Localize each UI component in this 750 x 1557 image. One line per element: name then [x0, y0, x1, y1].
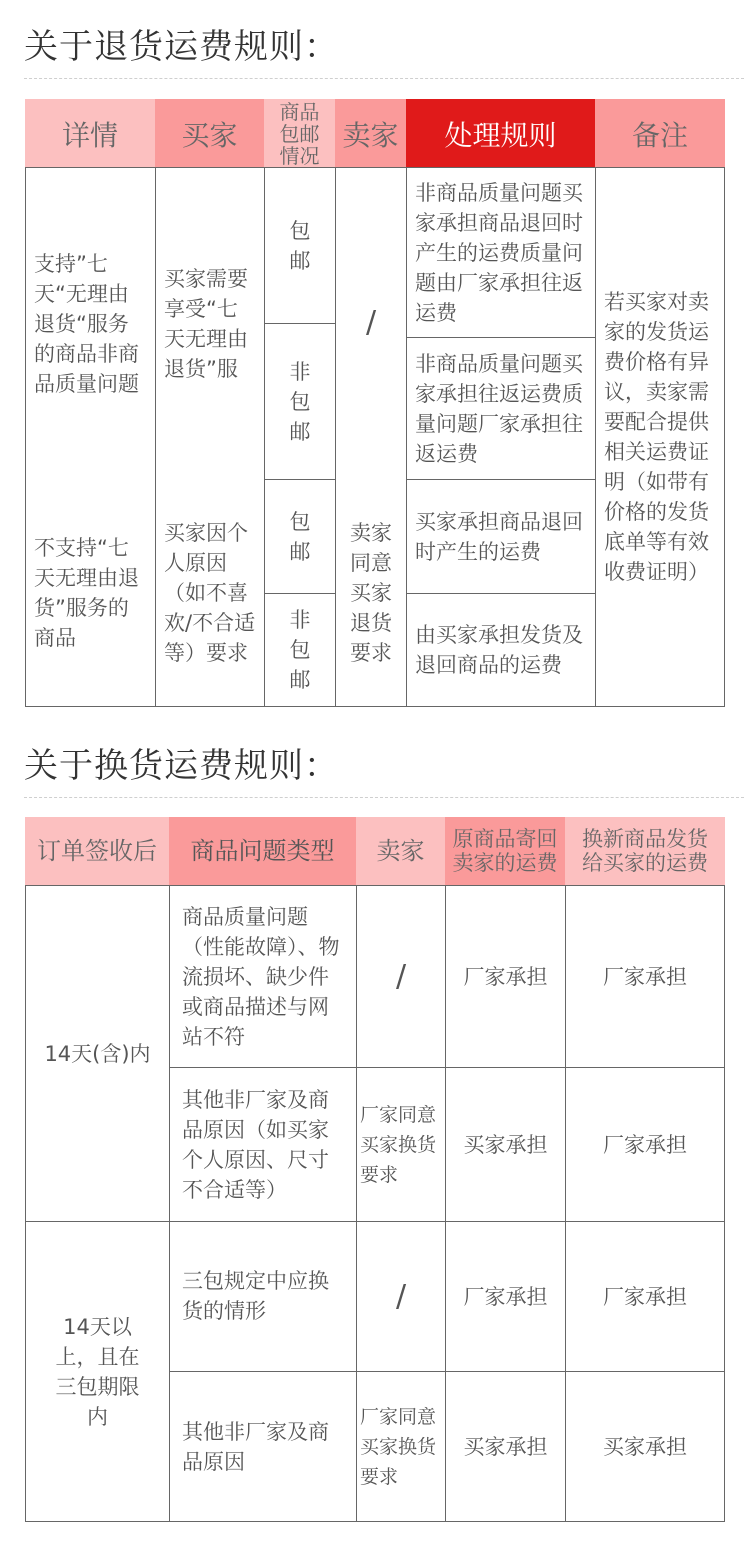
cell-text: 非包邮: [289, 608, 311, 692]
cell-rule-4: [406, 593, 596, 707]
header-return-fee: [445, 817, 565, 885]
cell-text: 包邮: [289, 218, 311, 273]
cell-issue-type-3: [169, 1221, 357, 1372]
cell-return-fee-4: [445, 1371, 566, 1522]
cell-text: 买家因个人原因（如不喜欢/不合适等）要求: [164, 520, 256, 665]
header-free-shipping: [264, 99, 335, 168]
cell-send-fee-1: [565, 885, 725, 1068]
return-rules-title: 关于退货运费规则：: [24, 27, 339, 67]
cell-text: 由买家承担发货及退回商品的运费: [415, 623, 583, 677]
cell-text: 非包邮: [289, 359, 311, 444]
cell-text: 厂家承担: [603, 1284, 687, 1309]
header-seller: 卖家: [356, 817, 445, 885]
cell-send-fee-2: [565, 1067, 725, 1222]
exchange-rules-title: 关于换货运费规则：: [24, 746, 339, 786]
cell-return-fee-1: [445, 885, 566, 1068]
header-return-fee-label: 原商品寄回卖家的运费: [452, 827, 558, 875]
cell-text: 厂家承担: [603, 964, 687, 989]
cell-seven-day-support: [25, 167, 156, 479]
cell-free-shipping-2: [264, 479, 336, 594]
cell-seller-1: [356, 885, 446, 1068]
cell-text: 支持”七天“无理由退货“服务的商品非商品质量问题: [34, 251, 139, 396]
cell-non-free-shipping-2: [264, 593, 336, 707]
cell-text: 若买家对卖家的发货运费价格有异议，卖家需要配合提供相关运费证明（如带有价格的发货底单等有效收费证明）: [604, 290, 709, 584]
cell-buyer-seven-day: [155, 167, 265, 479]
cell-issue-type-1: [169, 885, 357, 1068]
cell-text: 非商品质量问题买家承担商品退回时产生的运费质量问题由厂家承担往返运费: [415, 180, 583, 325]
header-seller: 卖家: [335, 99, 406, 168]
cell-text: 三包规定中应换货的情形: [182, 1269, 329, 1323]
cell-text: 厂家承担: [463, 964, 548, 989]
cell-issue-type-4: [169, 1371, 357, 1522]
cell-seller-agree: [335, 479, 407, 707]
cell-text: 非商品质量问题买家承担往返运费质量问题厂家承担往返运费: [415, 351, 583, 466]
cell-issue-type-2: [169, 1067, 357, 1222]
cell-non-free-shipping-1: [264, 323, 336, 480]
cell-text: 厂家承担: [603, 1132, 687, 1157]
cell-buyer-personal: [155, 479, 265, 707]
cell-rule-2: [406, 337, 596, 480]
header-handling-rules: 处理规则: [406, 99, 595, 168]
cell-text: 14天以上，且在三包期限内: [55, 1314, 140, 1429]
cell-text: 其他非厂家及商品原因: [182, 1419, 329, 1474]
cell-text: 包邮: [289, 509, 311, 564]
cell-send-fee-3: [565, 1221, 725, 1372]
cell-text: 厂家同意买家换货要求: [360, 1103, 437, 1186]
cell-text: 买家需要享受“七天无理由退货”服: [164, 266, 248, 381]
cell-text: 不支持“七天无理由退货”服务的商品: [34, 535, 139, 650]
title-divider: [24, 797, 744, 798]
cell-period-14-days: [25, 885, 170, 1222]
cell-seller-slash: [335, 167, 407, 479]
cell-text: /: [395, 1278, 407, 1314]
cell-seller-4: [356, 1371, 446, 1522]
cell-free-shipping-1: [264, 167, 336, 324]
cell-text: 买家承担商品退回时产生的运费: [415, 509, 583, 564]
cell-rule-1: [406, 167, 596, 338]
cell-text: 厂家同意买家换货要求: [360, 1405, 437, 1488]
cell-return-fee-3: [445, 1221, 566, 1372]
cell-text: 买家承担: [603, 1434, 687, 1459]
header-send-fee-label: 换新商品发货给买家的运费: [582, 827, 708, 875]
header-after-receipt: 订单签收后: [25, 817, 169, 885]
header-send-fee: [565, 817, 725, 885]
cell-text: 14天(含)内: [44, 1041, 151, 1066]
title-divider: [24, 78, 744, 79]
cell-period-warranty: [25, 1221, 170, 1522]
cell-return-fee-2: [445, 1067, 566, 1222]
cell-text: /: [395, 958, 407, 994]
header-issue-type: 商品问题类型: [169, 817, 356, 885]
cell-text: 卖家同意买家退货要求: [350, 520, 392, 665]
cell-rule-3: [406, 479, 596, 594]
cell-remarks: [595, 167, 725, 707]
header-details: 详情: [25, 99, 155, 168]
cell-no-seven-day: [25, 479, 156, 707]
cell-text: 买家承担: [463, 1132, 548, 1157]
header-remarks: 备注: [595, 99, 725, 168]
cell-seller-2: [356, 1067, 446, 1222]
cell-seller-3: [356, 1221, 446, 1372]
cell-text: 买家承担: [463, 1434, 548, 1459]
cell-text: 厂家承担: [463, 1284, 548, 1309]
cell-send-fee-4: [565, 1371, 725, 1522]
header-buyer: 买家: [155, 99, 264, 168]
cell-text: /: [365, 305, 377, 340]
cell-text: 其他非厂家及商品原因（如买家个人原因、尺寸不合适等）: [182, 1087, 329, 1202]
cell-text: 商品质量问题（性能故障）、物流损坏、缺少件或商品描述与网站不符: [182, 904, 340, 1049]
header-free-shipping-label: 商品包邮情况: [279, 99, 320, 168]
